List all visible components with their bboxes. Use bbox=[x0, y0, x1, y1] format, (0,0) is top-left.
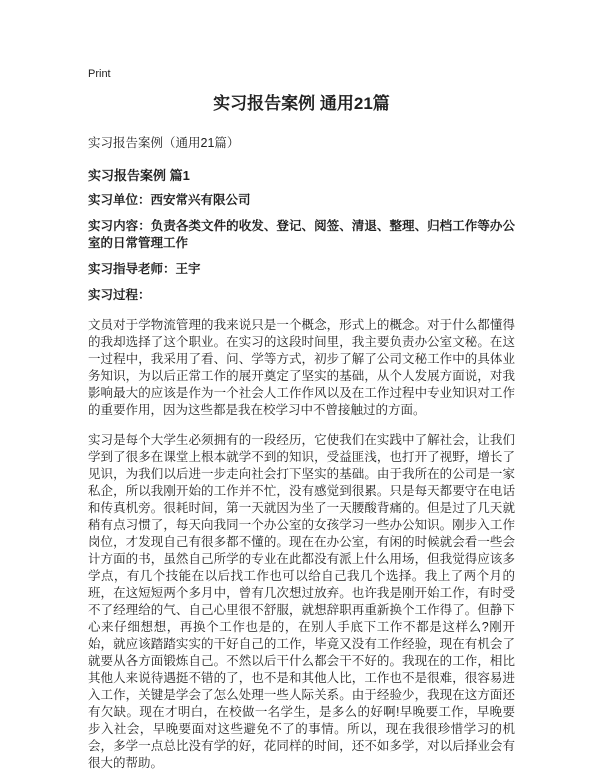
body-paragraph-1: 文员对于学物流管理的我来说只是一个概念，形式上的概念。对于什么都懂得的我却选择了这个职业。在实习的这段时间里，我主要负责办公室文秘。在这一过程中，我采用了看、问、学等方式，初步了解了公司文秘工作中的具体业务知识，为以后正常工作的展开奠定了坚实的基础，从个人发展方面说，对我影响最大的应该是作为一个社会人工作作风以及在工作过程中专业知识对工作的重要作用，因为这些都是我在校学习中不曾接触过的方面。 bbox=[88, 318, 515, 417]
document-title: 实习报告案例 通用21篇 bbox=[213, 94, 390, 113]
meta-internship-unit: 实习单位：西安常兴有限公司 bbox=[88, 193, 251, 207]
body-paragraph-2: 实习是每个大学生必须拥有的一段经历，它使我们在实践中了解社会，让我们学到了很多在课堂上根本就学不到的知识，受益匪浅，也打开了视野，增长了见识，为我们以后进一步走向社会打下坚实的基础。由于我所在的公司是一家私企，所以我刚开始的工作并不忙，没有感觉到很累。只是每天都要守在电话和传真机旁。很耗时间，第一天就因为坐了一天腰酸背痛的。但是过了几天就稍有点习惯了，每天向我同一个办公室的女孩学习一些办公知识。刚步入工作岗位，才发现自己有很多都不懂的。现在在办公室，有闲的时候就会看一些会计方面的书，虽然自己所学的专业在此都没有派上什么用场，但我觉得应该多学点，有几个技能在以后找工作也可以给自己我几个选择。我上了两个月的班，在这短短两个多月中，曾有几次想过放弃。也许我是刚开始工作，有时受不了经理给的气、自己心里很不舒服，就想辞职再重新换个工作得了。但静下心来仔细想想，再换个工作也是的，在别人手底下工作不都是这样么?刚开始，就应该踏踏实实的干好自己的工作，毕竟又没有工作经验，现在有机会了就要从各方面锻炼自己。不然以后干什么都会干不好的。我现在的工作，相比其他人来说待遇挺不错的了，也不是和其他人比，工作也不是很难，很容易进入工作，关键是学会了怎么处理一些人际关系。由于经验少，我现在这方面还有欠缺。现在才明白，在校做一名学生，是多么的好啊!早晚要工作，早晚要步入社会，早晚要面对这些避免不了的事情。所以，现在我很珍惜学习的机会，多学一点总比没有学的好，花同样的时间，还不如多学，对以后择业会有很大的帮助。 bbox=[88, 433, 515, 770]
document-subtitle: 实习报告案例（通用21篇） bbox=[88, 136, 240, 150]
meta-internship-content: 实习内容：负责各类文件的收发、登记、阅签、清退、整理、归档工作等办公室的日常管理工作 bbox=[88, 219, 515, 250]
meta-internship-process: 实习过程： bbox=[88, 288, 151, 302]
print-link[interactable]: Print bbox=[88, 68, 111, 80]
section-heading-part1: 实习报告案例 篇1 bbox=[88, 168, 190, 183]
meta-internship-supervisor: 实习指导老师：王宇 bbox=[88, 262, 201, 276]
